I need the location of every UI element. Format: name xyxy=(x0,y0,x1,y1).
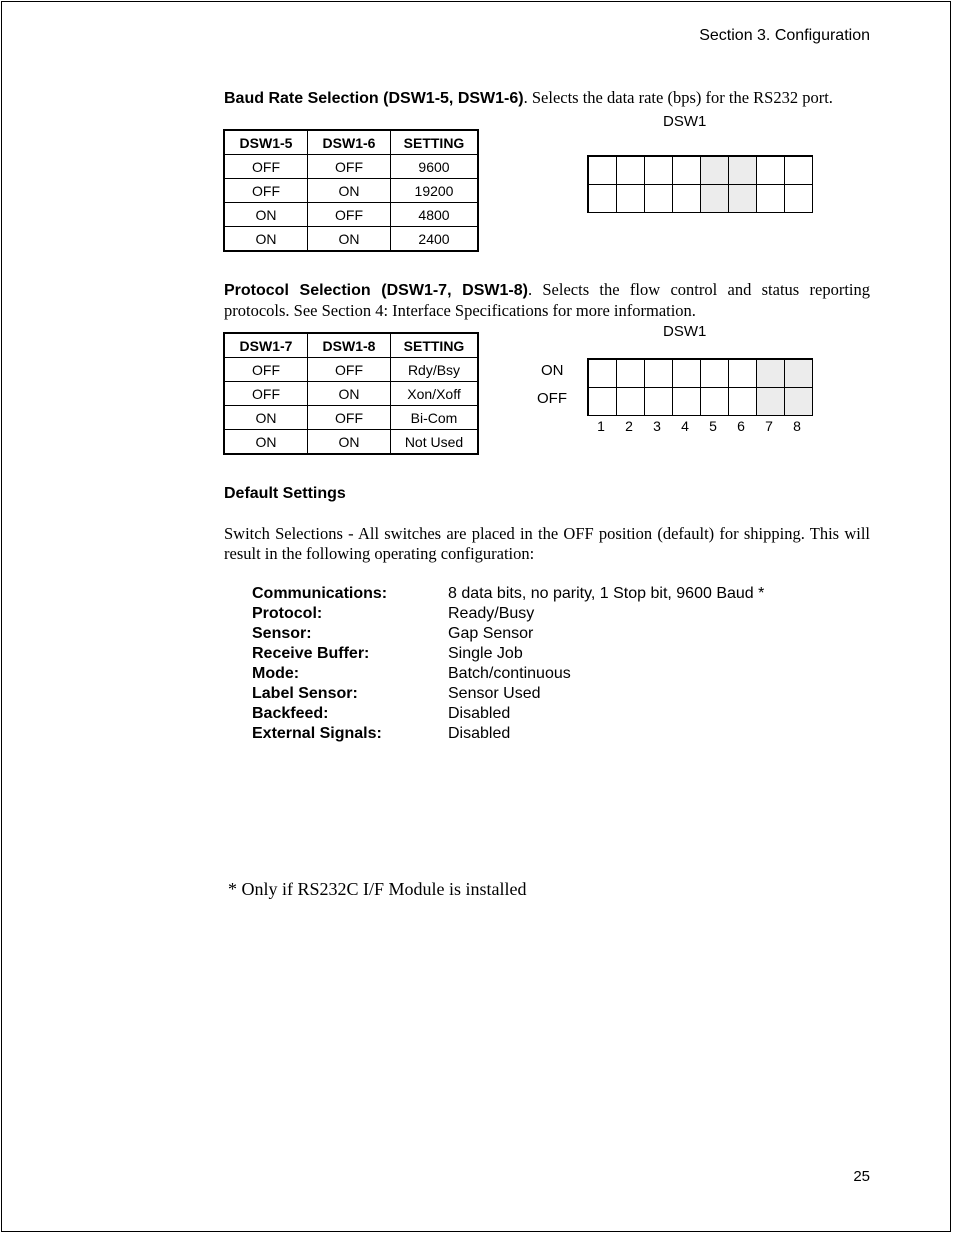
dip-switch-cell xyxy=(728,359,757,388)
table-row xyxy=(224,430,478,455)
setting-value: 8 data bits, no parity, 1 Stop bit, 9600 Baud * xyxy=(448,585,765,602)
setting-value: Ready/Busy xyxy=(448,605,535,622)
dip-switch-cell xyxy=(672,184,701,213)
protocol-cell: ON xyxy=(308,430,391,455)
list-item xyxy=(252,584,764,604)
table-row xyxy=(224,203,478,227)
protocol-table xyxy=(223,332,479,455)
setting-value: Sensor Used xyxy=(448,685,541,702)
protocol-cell: ON xyxy=(224,406,308,430)
switch-number: 8 xyxy=(793,418,801,434)
dip-switch-cell xyxy=(700,359,729,388)
baud-dip-label: DSW1 xyxy=(663,113,707,130)
setting-value: Disabled xyxy=(448,725,511,742)
table-row xyxy=(224,406,478,430)
dip-switch-cell xyxy=(728,156,757,185)
protocol-dip-switch xyxy=(587,358,813,416)
setting-label: Label Sensor: xyxy=(252,685,358,702)
dip-switch-cell xyxy=(756,359,785,388)
dip-on-label: ON xyxy=(541,362,564,379)
dip-switch-cell xyxy=(616,359,645,388)
default-settings-heading: Default Settings xyxy=(224,485,346,502)
baud-header-3: SETTING xyxy=(391,130,479,155)
dip-switch-cell xyxy=(728,387,757,416)
switch-number: 1 xyxy=(597,418,605,434)
baud-table-header xyxy=(224,130,478,155)
setting-label: Receive Buffer: xyxy=(252,645,370,662)
dip-switch-cell xyxy=(616,387,645,416)
protocol-cell: OFF xyxy=(308,406,391,430)
switch-number: 7 xyxy=(765,418,773,434)
table-row xyxy=(224,179,478,203)
dip-switch-cell xyxy=(672,359,701,388)
baud-cell: ON xyxy=(308,227,391,252)
baud-cell: OFF xyxy=(224,155,308,179)
baud-header-1: DSW1-5 xyxy=(224,130,308,155)
list-item xyxy=(252,704,764,724)
protocol-title: Protocol Selection (DSW1-7, DSW1-8) xyxy=(224,282,528,299)
setting-label: Protocol: xyxy=(252,605,323,622)
dip-switch-cell xyxy=(616,184,645,213)
dip-switch-cell xyxy=(784,359,813,388)
baud-cell: 9600 xyxy=(391,155,479,179)
dip-switch-cell xyxy=(672,156,701,185)
list-item xyxy=(252,684,764,704)
setting-label: External Signals: xyxy=(252,725,382,742)
protocol-cell: Rdy/Bsy xyxy=(391,358,479,382)
protocol-cell: OFF xyxy=(308,358,391,382)
baud-cell: ON xyxy=(224,203,308,227)
table-row xyxy=(224,382,478,406)
protocol-cell: OFF xyxy=(224,358,308,382)
list-item xyxy=(252,664,764,684)
dip-switch-cell xyxy=(588,359,617,388)
dip-off-label: OFF xyxy=(537,390,567,407)
dip-switch-cell xyxy=(728,184,757,213)
setting-value: Batch/continuous xyxy=(448,665,571,682)
baud-paragraph xyxy=(224,88,870,109)
baud-cell: 19200 xyxy=(391,179,479,203)
switch-number: 3 xyxy=(653,418,661,434)
baud-header-2: DSW1-6 xyxy=(308,130,391,155)
default-settings-list xyxy=(252,584,764,744)
dip-switch-numbers xyxy=(587,418,811,434)
switch-number: 2 xyxy=(625,418,633,434)
dip-switch-cell xyxy=(784,387,813,416)
protocol-text: . Selects the flow control and status reporting protocols. See Section 4: Interface Specifications for more information. xyxy=(224,280,871,320)
footnote: * Only if RS232C I/F Module is installed xyxy=(228,879,527,899)
dip-switch-cell xyxy=(756,387,785,416)
protocol-cell: ON xyxy=(224,430,308,455)
dip-switch-cell xyxy=(784,156,813,185)
protocol-cell: Bi-Com xyxy=(391,406,479,430)
dip-switch-cell xyxy=(588,156,617,185)
baud-text: . Selects the data rate (bps) for the RS232 port. xyxy=(523,88,833,107)
dip-switch-cell xyxy=(588,184,617,213)
baud-cell: ON xyxy=(308,179,391,203)
baud-title: Baud Rate Selection (DSW1-5, DSW1-6) xyxy=(224,90,524,107)
dip-switch-cell xyxy=(672,387,701,416)
protocol-header-3: SETTING xyxy=(391,333,479,358)
protocol-cell: ON xyxy=(308,382,391,406)
dip-switch-cell xyxy=(700,184,729,213)
dip-switch-cell xyxy=(616,156,645,185)
switch-number: 6 xyxy=(737,418,745,434)
switch-number: 4 xyxy=(681,418,689,434)
page-number: 25 xyxy=(853,1168,870,1185)
section-header: Section 3. Configuration xyxy=(699,27,870,44)
table-row xyxy=(224,155,478,179)
protocol-paragraph xyxy=(224,280,870,321)
protocol-cell: OFF xyxy=(224,382,308,406)
table-row xyxy=(224,358,478,382)
setting-value: Single Job xyxy=(448,645,523,662)
dip-switch-cell xyxy=(588,387,617,416)
list-item xyxy=(252,624,764,644)
dip-switch-cell xyxy=(644,359,673,388)
dip-switch-cell xyxy=(756,156,785,185)
table-row xyxy=(224,227,478,252)
dip-switch-cell xyxy=(644,156,673,185)
baud-table xyxy=(223,129,479,252)
dip-switch-cell xyxy=(700,156,729,185)
protocol-cell: Xon/Xoff xyxy=(391,382,479,406)
protocol-header-1: DSW1-7 xyxy=(224,333,308,358)
list-item xyxy=(252,724,764,744)
setting-label: Communications: xyxy=(252,585,388,602)
baud-cell: 4800 xyxy=(391,203,479,227)
dip-switch-cell xyxy=(700,387,729,416)
protocol-cell: Not Used xyxy=(391,430,479,455)
baud-cell: OFF xyxy=(308,155,391,179)
baud-cell: OFF xyxy=(224,179,308,203)
protocol-header-2: DSW1-8 xyxy=(308,333,391,358)
baud-cell: 2400 xyxy=(391,227,479,252)
baud-dip-switch xyxy=(587,155,813,213)
setting-value: Disabled xyxy=(448,705,511,722)
list-item xyxy=(252,644,764,664)
default-settings-intro: Switch Selections - All switches are placed in the OFF position (default) for shipping. This will result in the following operating configuration: xyxy=(224,524,870,563)
setting-value: Gap Sensor xyxy=(448,625,534,642)
setting-label: Mode: xyxy=(252,665,300,682)
baud-cell: OFF xyxy=(308,203,391,227)
baud-cell: ON xyxy=(224,227,308,252)
dip-switch-cell xyxy=(784,184,813,213)
protocol-table-header xyxy=(224,333,478,358)
list-item xyxy=(252,604,764,624)
dip-switch-cell xyxy=(644,184,673,213)
switch-number: 5 xyxy=(709,418,717,434)
setting-label: Sensor: xyxy=(252,625,312,642)
protocol-dip-label: DSW1 xyxy=(663,323,707,340)
dip-switch-cell xyxy=(644,387,673,416)
setting-label: Backfeed: xyxy=(252,705,329,722)
dip-switch-cell xyxy=(756,184,785,213)
